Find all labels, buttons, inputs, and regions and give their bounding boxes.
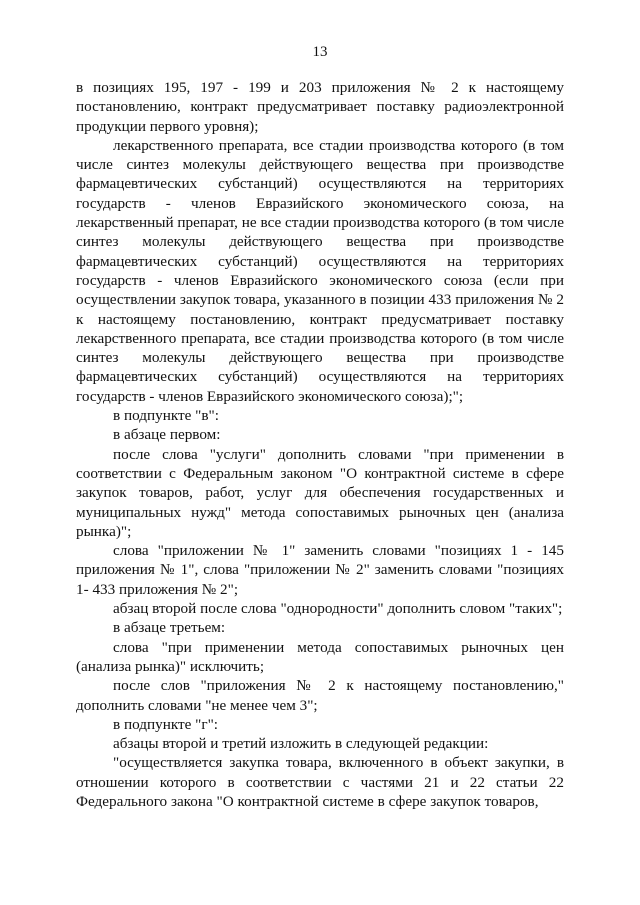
paragraph: в абзаце первом: xyxy=(113,426,221,444)
paragraph: после слов "приложения № 2 к настоящему постановлению," дополнить словами "не менее чем 3"; xyxy=(76,677,564,714)
paragraph: лекарственного препарата, все стадии производства которого (в том числе синтез молекулы действующего вещества при производстве фармацевтических субстанций) осуществляются на территориях государств - членов Евразийского экономического союза, на лекарственный препарат, не все стадии производства которого (в том числе синтез молекулы действующего вещества при производстве фармацевтических субстанций) осуществляются на территориях государств - членов Евразийского экономического союза (если при осуществлении закупок товара, указанного в позиции 433 приложения № 2 к настоящему постановлению, контракт предусматривает поставку лекарственного препарата, все стадии производства которого (в том числе синтез молекулы действующего вещества при производстве фармацевтических субстанций) осуществляются на территориях государств - членов Евразийского экономического союза);"; xyxy=(76,136,564,405)
paragraph: в подпункте "г": xyxy=(113,715,219,733)
paragraph: после слова "услуги" дополнить словами "при применении в соответствии с Федеральным законом "О контрактной системе в сфере закупок товаров, работ, услуг для обеспечения государственных и муниципальных нужд" метода сопоставимых рыночных цен (анализа рынка)"; xyxy=(76,445,564,540)
paragraph: абзацы второй и третий изложить в следующей редакции: xyxy=(113,735,489,753)
paragraph: слова "приложении № 1" заменить словами "позициях 1 - 145 приложения № 1", слова "приложении № 2" заменить словами "позициях 1- 433 приложения № 2"; xyxy=(76,542,564,598)
paragraph: в абзаце третьем: xyxy=(113,619,226,637)
paragraph: в подпункте "в": xyxy=(113,407,219,425)
paragraph: абзац второй после слова "однородности" дополнить словом "таких"; xyxy=(113,600,563,618)
document-body xyxy=(76,78,564,811)
paragraph: "осуществляется закупка товара, включенного в объект закупки, в отношении которого в соответствии с частями 21 и 22 статьи 22 Федерального закона "О контрактной системе в сфере закупок товаров, xyxy=(76,754,564,810)
page-number: 13 xyxy=(312,44,328,60)
paragraph: слова "при применении метода сопоставимых рыночных цен (анализа рынка)" исключить; xyxy=(76,638,564,675)
paragraph: в позициях 195, 197 - 199 и 203 приложения № 2 к настоящему постановлению, контракт предусматривает поставку радиоэлектронной продукции первого уровня); xyxy=(76,79,564,135)
